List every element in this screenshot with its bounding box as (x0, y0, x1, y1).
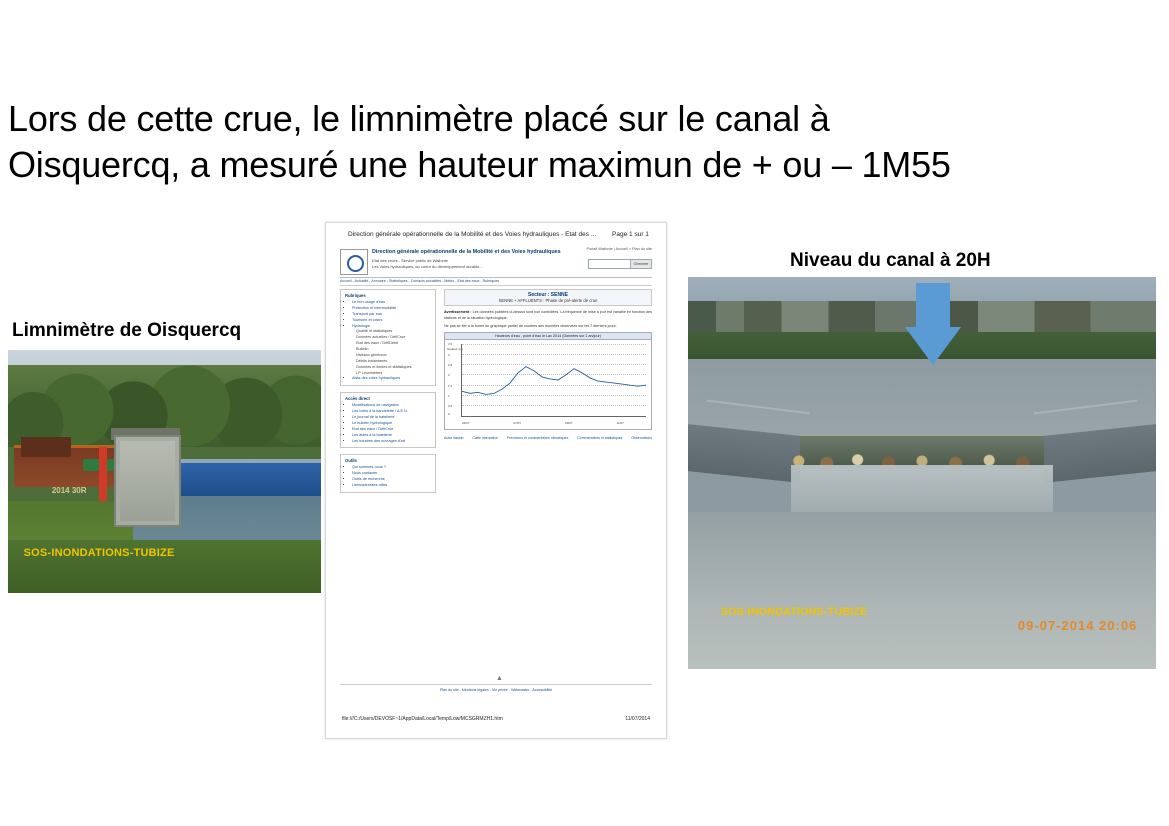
document-footer-nav[interactable] (340, 675, 652, 692)
photo-watermark: SOS-INONDATIONS-TUBIZE (720, 606, 868, 619)
chart-title: Hauteurs d'eau - point d'eau le Lac 2014 (Données sur 1 an/jour) (445, 333, 651, 340)
document-subtitle-2: Les Voies hydrauliques, au coeur du développement durable... (372, 264, 483, 269)
sidebar-item[interactable]: ▪ Etat des eaux / DéfiCrue (352, 427, 431, 433)
lower-canal-water (688, 512, 1156, 669)
portal-breadcrumb: Portail Wallonie | Accueil > Plan du site (586, 247, 652, 251)
sidebar-list (345, 403, 431, 444)
sidebar-item[interactable]: ▪ Atlas des voies hydrauliques (352, 376, 431, 382)
title-line-1: Lors de cette crue, le limnimètre placé sur le canal à (8, 98, 830, 139)
sidebar-list (345, 465, 431, 489)
barge-cabin (21, 437, 71, 456)
warning-block (444, 310, 652, 321)
sector-subtitle: SENNE + AFFLUENTS : Phase de pré-alerte de crue (498, 298, 598, 303)
doc-link[interactable]: Observations (631, 436, 652, 441)
sidebar-subitem[interactable]: Bulletin (356, 347, 369, 351)
title-line-2: Oisquercq, a mesuré une hauteur maximun de + ou – 1M55 (8, 144, 951, 186)
sidebar-subitem[interactable]: Débits instantanés (356, 358, 388, 363)
limnimetre-photo (8, 350, 321, 593)
sidebar-subitem[interactable]: LP Limnimètres (356, 370, 383, 375)
document-masthead (340, 247, 652, 278)
chart-xtick: 07/07 (513, 421, 522, 426)
sidebar-item[interactable]: ▪ Les horaires des ouvrages d'art (352, 439, 431, 445)
document-nav-bar[interactable]: Accueil - Actualité - Annuaire - Statistiques - Contacts actualités - Météo - Etat des eaux - Rubriques (340, 279, 652, 286)
chart-ytick: 1 (448, 393, 450, 398)
swp-logo-icon (340, 249, 368, 275)
sidebar-item[interactable]: ▪ Transport par eau (352, 312, 431, 318)
arrow-shaft (916, 283, 950, 329)
sidebar-item[interactable]: ▪ Le journal de la batellerie (352, 415, 431, 421)
measuring-cabinet (114, 435, 181, 526)
page-title (8, 96, 1163, 188)
document-subtitle-1: Etat des crues - Service public de Wallonie (372, 258, 448, 263)
search-input[interactable] (588, 259, 652, 269)
sidebar-item[interactable]: ▪ Nous contacter (352, 471, 431, 477)
sidebar-item[interactable]: ▪ Outils de recherche (352, 477, 431, 483)
printed-web-page (325, 222, 667, 739)
warning-title: Avertissement : (444, 310, 472, 314)
sidebar-group-acces-direct (340, 392, 436, 448)
sidebar-item[interactable]: ▪ Hydrologie (352, 324, 431, 330)
print-footer (342, 716, 650, 722)
sidebar-subitem[interactable]: Qualité et statistiques (356, 329, 393, 334)
document-header-text: Direction générale opérationnelle de la Mobilité et des Voies hydrauliques - Etat des ... (348, 231, 597, 238)
chart-xtick: 04/07 (462, 421, 470, 426)
sidebar-subitem[interactable]: Données et limites et statistiques (356, 364, 412, 369)
chart-ytick: 0 (448, 412, 450, 417)
chart-ytick: 3.5 (448, 342, 453, 347)
sidebar-subitem[interactable]: Etat des eaux / DéfiDébit (356, 341, 398, 346)
chart-ytick: 2 (448, 372, 450, 377)
hydrograph-chart (444, 332, 652, 430)
sidebar-subitem[interactable]: Niveaux généraux (356, 352, 387, 357)
document-main-column (444, 289, 652, 440)
sidebar-subitem[interactable]: Données actuelles / DéfiCrue (356, 335, 406, 340)
sidebar-item[interactable]: ▪ Le bon usage d'eau (352, 300, 431, 306)
chart-ytick: 2.5 (448, 362, 453, 367)
doc-link[interactable]: Carte interactive (472, 436, 498, 441)
sidebar-list (345, 300, 431, 382)
photo-timestamp: 09-07-2014 20:06 (1017, 618, 1138, 634)
search-button[interactable]: Chercher (630, 260, 651, 268)
chart-ytick: 3 (448, 352, 450, 357)
sidebar-item[interactable]: ▪ Protection et intermodalité (352, 306, 431, 312)
arrow-head (905, 327, 961, 365)
chart-xtick: 09/07 (565, 421, 573, 426)
document-sidebar (340, 289, 436, 499)
sidebar-group-heading: Accès direct (345, 396, 370, 402)
chart-xtick: 11/07 (616, 421, 624, 426)
sidebar-item[interactable]: ▪ Modélisations de navigation (352, 403, 431, 409)
document-page-label: Page 1 sur 1 (612, 231, 649, 238)
footer-nav-text[interactable]: Plan du site - Mentions légales - Vie privée - Webmaster - Accessibilité (439, 688, 553, 692)
sidebar-group-rubriques (340, 289, 436, 386)
sidebar-item[interactable]: ▪ Liens/adresses utiles (352, 483, 431, 489)
doc-link[interactable]: Prévisions et commentaires climatiques (506, 436, 569, 441)
file-path: file:///C:/Users/DEVOSF~1/AppData/Local/Temp/Low/MCSGRMZH1.htm (342, 716, 503, 722)
document-browser-header (348, 231, 648, 238)
chart-note: Ne pas se fier à la forme du graphique partiel de courbes des données observées sur les 7 derniers jours. (444, 324, 617, 329)
sidebar-item[interactable]: ▪ Les aides à la batellerie (352, 433, 431, 439)
photo-watermark: SOS-INONDATIONS-TUBIZE (23, 546, 175, 559)
chart-ytick: 0.5 (448, 403, 453, 408)
sector-title: Secteur : SENNE (527, 292, 568, 298)
chart-line-series (462, 344, 646, 416)
sidebar-item[interactable]: ▪ Le bulletin hydrologique (352, 421, 431, 427)
document-link-row (444, 436, 652, 440)
doc-link[interactable]: Commentaires et statistiques (577, 436, 623, 441)
sidebar-item[interactable]: ▪ Tourisme et loisirs (352, 318, 431, 324)
left-photo-caption: Limnimètre de Oisquercq (12, 320, 242, 341)
scroll-to-top-icon[interactable]: ▲ (496, 675, 503, 682)
warning-text: Les données publiées ci-dessus sont non contrôlées. La fréquence de mise à jour est variable en fonction des stations et de la situation hydrologique. (444, 310, 652, 320)
chart-ytick: 1.5 (448, 383, 453, 388)
print-date: 11/07/2014 (625, 716, 650, 722)
sidebar-group-outils (340, 454, 436, 493)
sidebar-group-heading: Outils (345, 458, 357, 464)
chart-y-label: Hauteur (m) (447, 347, 464, 352)
sector-banner (444, 289, 652, 306)
sidebar-item[interactable]: ▪ Les voies à la bandelette / A.E.N. (352, 409, 431, 415)
document-title: Direction générale opérationnelle de la Mobilité et des Voies hydrauliques (372, 249, 561, 255)
photo-date-overlay: 2014 30R (51, 486, 87, 496)
down-arrow-icon (905, 283, 961, 365)
red-post (99, 447, 107, 500)
sidebar-group-heading: Rubriques (345, 293, 366, 298)
doc-link[interactable]: Autre bassin (444, 436, 464, 441)
right-photo-caption: Niveau du canal à 20H (790, 250, 991, 271)
sidebar-item[interactable]: ▪ Qui sommes-nous ? (352, 465, 431, 471)
